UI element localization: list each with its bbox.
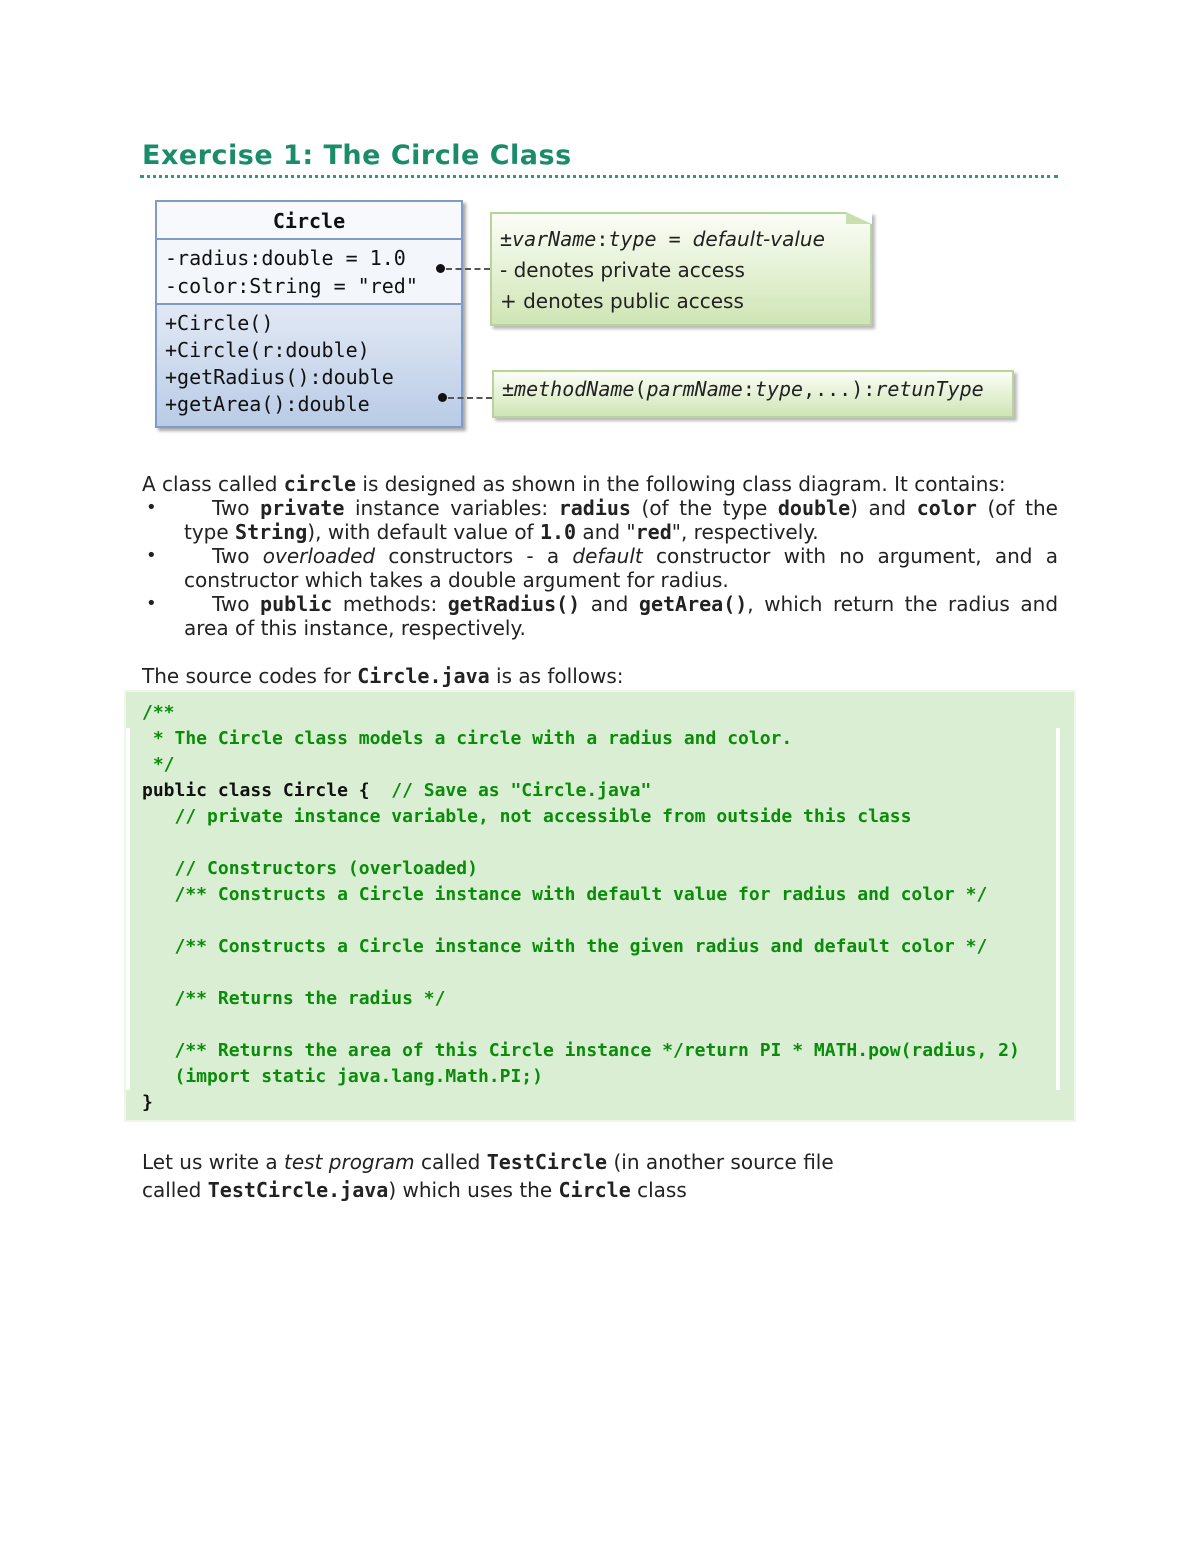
text: and " xyxy=(576,520,636,544)
equals-token: = xyxy=(656,227,693,251)
default-value-token: default-value xyxy=(692,227,825,251)
text: constructors - a xyxy=(375,544,573,568)
uml-operation-circle-r: +Circle(r:double) xyxy=(165,338,370,362)
text: Two xyxy=(212,592,261,616)
uml-operation-get-radius: +getRadius():double xyxy=(165,365,394,389)
code-line: } xyxy=(142,1092,153,1113)
text: Two xyxy=(212,544,263,568)
uml-attribute-color: -color:String = "red" xyxy=(165,274,418,298)
colon-token: : xyxy=(596,227,609,251)
source-intro-paragraph xyxy=(142,664,1058,688)
bullet-icon: • xyxy=(146,497,157,518)
code-get-area: getArea() xyxy=(638,592,748,616)
code-comment: // Save as "Circle.java" xyxy=(391,780,652,801)
code-radius: radius xyxy=(558,496,631,520)
text: (of the type xyxy=(630,496,778,520)
uml-operations xyxy=(157,305,461,418)
closing-paragraph xyxy=(142,1148,1058,1204)
code-block xyxy=(142,700,1020,1116)
uml-class-name: Circle xyxy=(157,202,461,240)
text: methods: xyxy=(332,592,448,616)
text: (of the type xyxy=(184,496,1058,544)
text: is designed as shown in the following class diagram. It contains: xyxy=(356,472,1006,496)
code-public: public xyxy=(260,592,333,616)
code-line xyxy=(142,830,1020,856)
list-item xyxy=(142,592,1058,640)
type-token: type xyxy=(608,227,657,251)
code-block-edge xyxy=(1056,728,1060,1090)
code-one-point-zero: 1.0 xyxy=(539,520,577,544)
return-type-token: retunType xyxy=(875,377,984,401)
code-circle: Circle xyxy=(558,1178,631,1202)
pm-sign: ± xyxy=(502,377,515,401)
emphasis-default: default xyxy=(572,544,643,568)
code-line: /** Returns the area of this Circle instance */return PI * MATH.pow(radius, 2) xyxy=(142,1040,1020,1061)
text: is as follows: xyxy=(489,664,624,688)
rest-token: ,...): xyxy=(803,377,876,401)
text: ), with default value of xyxy=(307,520,540,544)
var-name-token: varName xyxy=(512,227,597,251)
note-method-syntax xyxy=(492,370,1014,418)
emphasis-overloaded: overloaded xyxy=(262,544,376,568)
code-line: (import static java.lang.Math.PI;) xyxy=(142,1066,543,1087)
code-double: double xyxy=(777,496,851,520)
text: constructor with no argument, and a constructor which takes a double argument for radius. xyxy=(184,544,1059,592)
page-title: Exercise 1: The Circle Class xyxy=(142,140,572,171)
code-line: * The Circle class models a circle with a radius and color. xyxy=(142,728,793,749)
text: instance variables: xyxy=(344,496,559,520)
emphasis-test-program: test program xyxy=(284,1150,415,1174)
code-line xyxy=(142,960,1020,986)
code-color: color xyxy=(916,496,977,520)
list-item xyxy=(142,544,1058,592)
code-line: /** Returns the radius */ xyxy=(142,988,446,1009)
code-test-circle: TestCircle xyxy=(486,1150,608,1174)
connector-line-attributes xyxy=(446,268,490,270)
type-token: type xyxy=(754,377,804,401)
note-private-line: - denotes private access xyxy=(500,258,745,282)
text: called xyxy=(142,1178,208,1202)
text: called xyxy=(414,1150,487,1174)
uml-operation-circle: +Circle() xyxy=(165,311,274,335)
code-keyword: public class Circle { xyxy=(142,780,392,801)
text: ", respectively. xyxy=(671,520,819,544)
connector-line-operations xyxy=(448,397,492,399)
code-circle-java: Circle.java xyxy=(357,664,490,688)
code-line: // Constructors (overloaded) xyxy=(142,858,478,879)
connector-dot-attributes xyxy=(436,264,445,273)
code-line: // private instance variable, not accessible from outside this class xyxy=(142,806,912,827)
bullet-icon: • xyxy=(146,545,157,566)
code-line xyxy=(142,778,1020,804)
code-line: /** Constructs a Circle instance with default value for radius and color */ xyxy=(142,884,988,905)
colon-token: : xyxy=(742,377,755,401)
note-public-line: + denotes public access xyxy=(500,289,744,313)
code-line: */ xyxy=(142,754,175,775)
code-get-radius: getRadius() xyxy=(447,592,581,616)
code-test-circle-java: TestCircle.java xyxy=(207,1178,389,1202)
text: ) and xyxy=(850,496,917,520)
text: A class called xyxy=(142,472,284,496)
code-line xyxy=(142,908,1020,934)
method-name-token: methodName xyxy=(514,377,635,401)
text: class xyxy=(630,1178,687,1202)
note-fold-corner xyxy=(846,212,872,224)
title-underline xyxy=(140,175,1058,178)
code-line xyxy=(142,1012,1020,1038)
text: ) which uses the xyxy=(388,1178,559,1202)
text: Let us write a xyxy=(142,1150,285,1174)
uml-attributes xyxy=(157,240,461,305)
paren-token: ( xyxy=(634,377,647,401)
uml-operation-get-area: +getArea():double xyxy=(165,392,370,416)
parm-name-token: parmName xyxy=(646,377,743,401)
text: The source codes for xyxy=(142,664,358,688)
intro-paragraph xyxy=(142,472,1058,496)
text: Two xyxy=(212,496,261,520)
uml-attribute-radius: -radius:double = 1.0 xyxy=(165,246,406,270)
code-circle: circle xyxy=(283,472,357,496)
code-red: red xyxy=(635,520,672,544)
code-string: String xyxy=(235,520,308,544)
list-item xyxy=(142,496,1058,544)
bullet-icon: • xyxy=(146,593,157,614)
code-line: /** Constructs a Circle instance with the given radius and default color */ xyxy=(142,936,988,957)
text: and xyxy=(580,592,639,616)
note-var-syntax xyxy=(500,224,870,255)
connector-dot-operations xyxy=(438,393,447,402)
feature-list xyxy=(142,496,1058,640)
code-block-edge xyxy=(126,728,130,1090)
text: (in another source file xyxy=(607,1150,834,1174)
pm-sign: ± xyxy=(500,227,513,251)
note-attribute-syntax xyxy=(490,212,872,326)
code-private: private xyxy=(260,496,345,520)
code-line: /** xyxy=(142,702,175,723)
text: , which return the radius and area of this instance, respectively. xyxy=(184,592,1059,640)
uml-class-box xyxy=(155,200,463,428)
